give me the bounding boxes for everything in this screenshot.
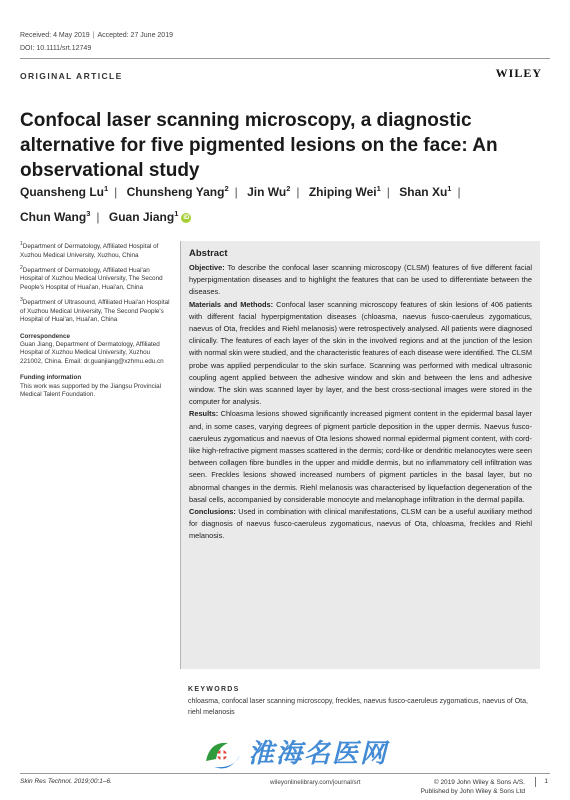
abstract-heading: Abstract bbox=[189, 248, 228, 259]
journal-url[interactable]: wileyonlinelibrary.com/journal/srt bbox=[270, 779, 361, 786]
abstract-objective: Objective: To describe the confocal laser scanning microscopy (CLSM) features of five different facial hyperpigmentation diseases and to highlight the features that can be used to differentiate between the diseases. bbox=[189, 263, 532, 297]
received-line bbox=[20, 32, 173, 39]
watermark-text: 淮海名医网 bbox=[248, 739, 389, 769]
author[interactable]: Zhiping Wei$^1$ | bbox=[308, 184, 390, 199]
abstract-box bbox=[180, 241, 540, 669]
copyright: © 2019 John Wiley & Sons A/S. Published by John Wiley & Sons Ltd bbox=[420, 779, 525, 795]
received-date: Received: 4 May 2019 bbox=[20, 32, 90, 39]
page-separator bbox=[535, 777, 536, 787]
affiliation: $^1$Department of Dermatology, Affiliated Hospital of Xuzhou Medical University, Xuzhou, China bbox=[20, 241, 159, 259]
affiliation: $^2$Department of Dermatology, Affiliated Huai'an Hospital of Xuzhou Medical University, The Second People's Hospital of Huai'an, Huai'an, China bbox=[20, 264, 163, 291]
separator: | bbox=[92, 32, 95, 39]
doi[interactable]: DOI: 10.1111/srt.12749 bbox=[20, 45, 92, 52]
abstract-conclusions: Conclusions: Used in combination with clinical manifestations, CLSM can be a useful auxiliary method for diagnosis of naevus fusco-caeruleus zygomaticus, naevus of Ota, chloasma, freckles and Riehl melanosis. bbox=[189, 507, 532, 541]
watermark-logo-icon bbox=[200, 733, 246, 775]
watermark bbox=[200, 733, 400, 775]
author[interactable]: Jin Wu$^2$ | bbox=[247, 184, 300, 199]
article-type: ORIGINAL ARTICLE bbox=[20, 71, 123, 81]
footer-divider bbox=[20, 773, 550, 774]
author[interactable]: Chunsheng Yang$^2$ | bbox=[126, 184, 238, 199]
orcid-icon[interactable]: iD bbox=[183, 214, 190, 221]
author[interactable]: Chun Wang$^3$ | bbox=[20, 209, 100, 224]
correspondence-text: Guan Jiang, Department of Dermatology, Affiliated Hospital of Xuzhou Medical University, Xuzhou 221002, China. Email: dr.guanjiang@xzhmu.edu.cn bbox=[20, 340, 164, 365]
keywords-text: chloasma, confocal laser scanning microscopy, freckles, naevus fusco-caeruleus zygomaticus, naevus of Ota, riehl melanosis bbox=[188, 698, 528, 716]
author[interactable]: Shan Xu$^1$ | bbox=[399, 184, 461, 199]
publisher-logo: WILEY bbox=[495, 66, 542, 80]
correspondence-heading: Correspondence bbox=[20, 332, 71, 340]
author-list bbox=[20, 178, 540, 228]
abstract-methods: Materials and Methods: Confocal laser scanning microscopy features of skin lesions of 406 patients with different facial hyperpigmentation diseases (chloasma, naevus fusco-caeruleus zygomaticus, naevus of Ota, freckles and Riehl melanosis) were retrospectively analysed. All patients were diagnosed clinically. The features of each layer of the skin in the involved regions and at the junction of the lesion with normal skin were studied, and the characteristic features of each disease were identified. The CLSM probe was applied perpendicular to the skin surface. Scanning was performed with medical ultrasonic coupling agent applied between the adhesive window and skin and between the lens and adhesive window. The skin was scanned layer by layer, and the best cross-sectional images were stored in the computer for analysis. bbox=[189, 299, 532, 407]
page-number: 1 bbox=[544, 778, 548, 785]
keywords-heading: KEYWORDS bbox=[188, 686, 240, 693]
accepted-date: Accepted: 27 June 2019 bbox=[97, 32, 173, 39]
abstract-results: Results: Chloasma lesions showed significantly increased pigment content in the epidermal basal layer and, in some cases, varying degrees of pigment particle deposition in the upper dermis. Naevus fusco-caeruleus zygomaticus and naevus of Ota lesions showed normal epidermal pigment content, with cord-like high-refractive pigment masses scattered in the dermis; cord-like or dendritic melanocytes were seen between collagen fibre bundles in the upper and middle dermis, but no inflammatory cell infiltration was seen. Freckles lesions showed increased numbers of pigment particles in the basal layer, but no abnormal changes in the dermis. Riehl melanosis was characterised by liquefaction degeneration of the basal cells, accompanied by considerable monocyte and melanophage infiltration in the dermal papilla. bbox=[189, 409, 532, 504]
author[interactable]: Quansheng Lu$^1$ | bbox=[20, 184, 118, 199]
journal-citation: Skin Res Technol. 2019;00:1–6. bbox=[20, 778, 112, 785]
funding-text: This work was supported by the Jiangsu Provincial Medical Talent Foundation. bbox=[20, 382, 162, 398]
keywords-section bbox=[188, 684, 540, 718]
affiliations-column bbox=[20, 240, 170, 399]
affiliation: $^3$Department of Ultrasound, Affiliated Huai'an Hospital of Xuzhou Medical University, The Second People's Hospital of Huai'an, Huai'an, China bbox=[20, 297, 170, 324]
article-title: Confocal laser scanning microscopy, a diagnostic alternative for five pigmented lesions on the face: An observational study bbox=[20, 110, 498, 181]
funding-heading: Funding information bbox=[20, 374, 82, 382]
author[interactable]: Guan Jiang$^1$ iD bbox=[108, 209, 190, 224]
header-divider bbox=[20, 58, 550, 59]
